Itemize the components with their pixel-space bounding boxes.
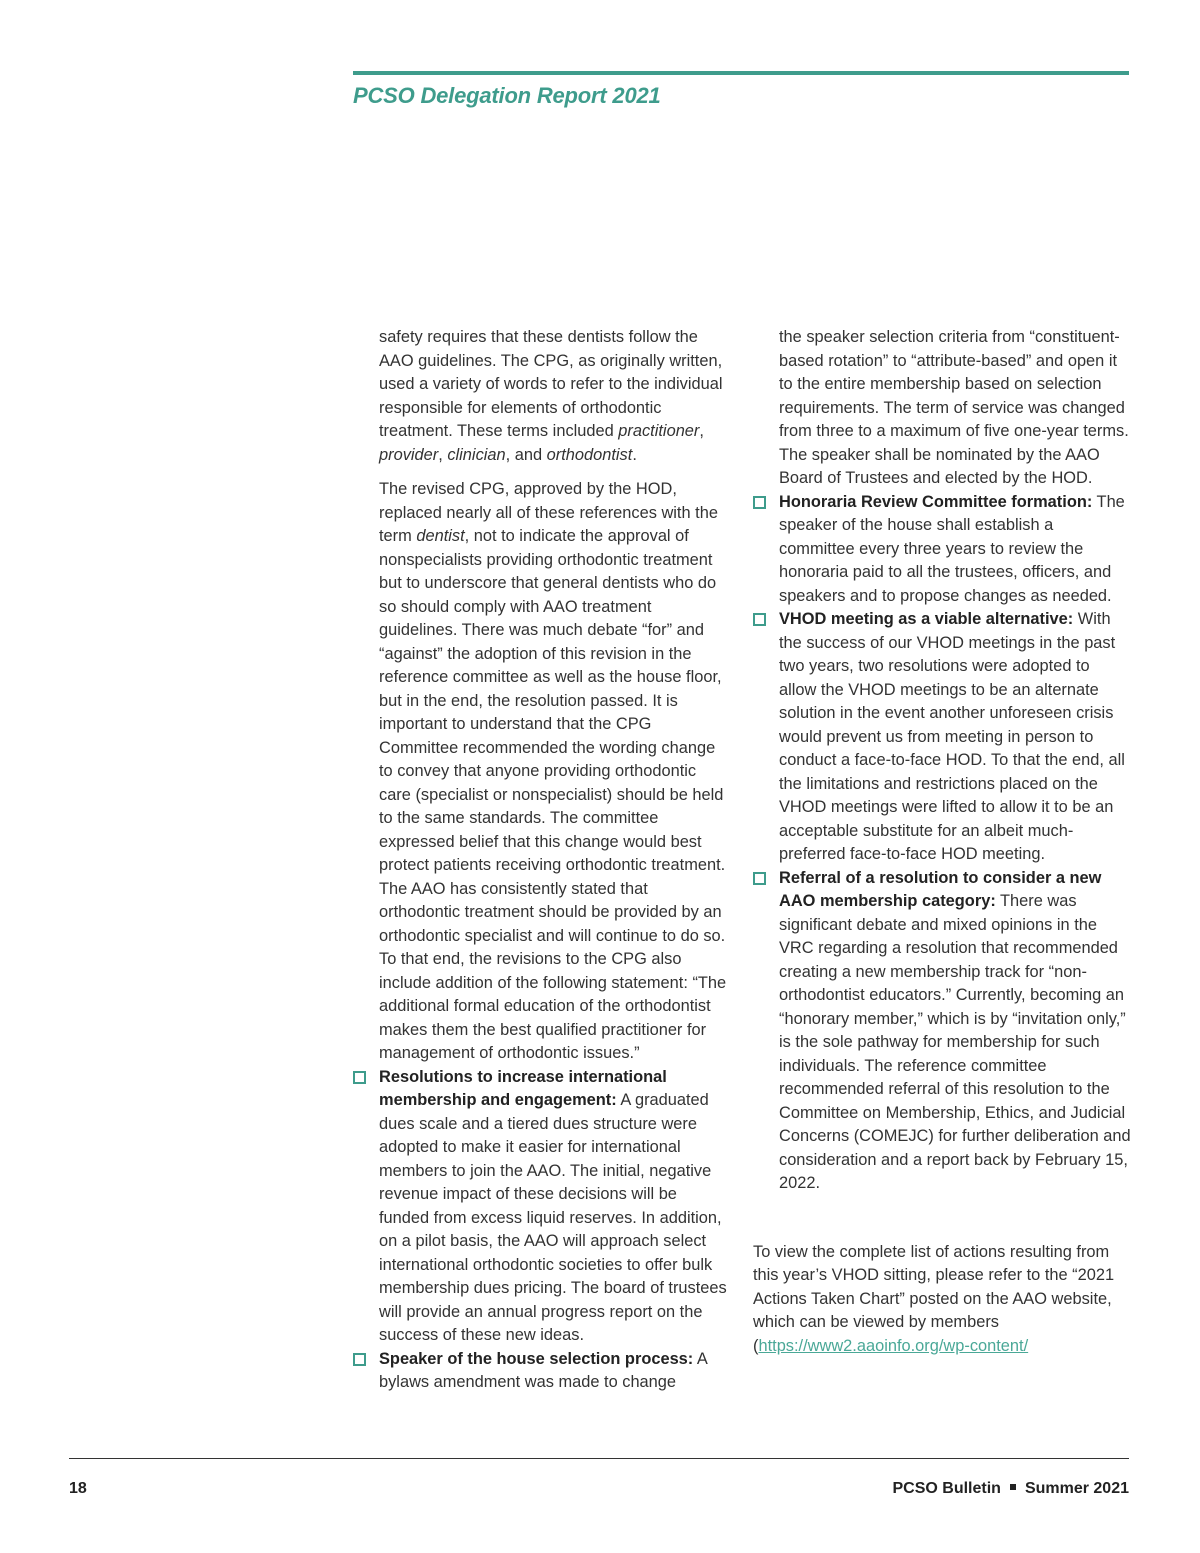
footer-rule: [69, 1458, 1129, 1459]
separator: ,: [699, 422, 704, 440]
square-bullet-icon: [753, 872, 766, 885]
separator: ,: [438, 445, 448, 464]
bullet-text: A graduated dues scale and a tiered dues structure were adopted to make it easier for international members to join the AAO. The initial, negative revenue impact of these decisions will be funded from excess liquid reserves. In addition, on a pilot basis, the AAO will approach select international orthodontic societies to offer bulk membership dues pricing. The board of trustees will provide an annual progress report on the success of these new ideas.: [379, 1091, 727, 1344]
paragraph-text: safety requires that these dentists follow the AAO guidelines. The CPG, as originally written, used a variety of words to refer to the individual responsible for elements of orthodontic treatment. These terms included: [379, 328, 723, 440]
bullet-text: There was significant debate and mixed opinions in the VRC regarding a resolution that recommended creating a new membership track for “non-orthodontist educators.” Currently, becoming an “honorary member,” which is by “invitation only,” is the sole pathway for membership for such individuals. The reference committee recommended referral of this resolution to the Committee on Membership, Ethics, and Judicial Concerns (COMEJC) for further deliberation and consideration and a report back by February 15, 2022.: [779, 892, 1131, 1192]
paragraph-text: The revised CPG, approved by the HOD, replaced nearly all of these references with the term: [379, 480, 718, 545]
header-rule: [353, 71, 1129, 75]
actions-chart-link[interactable]: https://www2.aaoinfo.org/wp-content/: [758, 1336, 1029, 1355]
term-practitioner: practitioner: [618, 422, 700, 440]
report-title: PCSO Delegation Report 2021: [353, 83, 661, 108]
left-column: [353, 326, 729, 1395]
paragraph-text: , not to indicate the approval of nonspecialists providing orthodontic treatment but to underscore that general dentists who do so should comply with AAO treatment guidelines. There was much debate “for” and “against” the adoption of this revision in the reference committee as well as the house floor, but in the end, the resolution passed. It is important to understand that the CPG Committee recommended the wording change to convey that anyone providing orthodontic care (specialist or nonspecialist) should be held to the same standards. The committee expressed belief that this change would best protect patients receiving orthodontic treatment. The AAO has consistently stated that orthodontic treatment should be provided by an orthodontic specialist and will continue to do so. To that end, the revisions to the CPG also include addition of the following statement: “The additional formal education of the orthodontist makes them the best qualified practitioner for management of orthodontic issues.”: [379, 527, 727, 1062]
term-orthodontist: orthodontist: [546, 445, 633, 464]
bullet-text: With the success of our VHOD meetings in the past two years, two resolutions were adopted to allow the VHOD meetings to be an alternate solution in the event another unforeseen crisis would prevent us from meeting in person to conduct a face-to-face HOD. To that the end, all the limitations and restrictions placed on the VHOD meetings were lifted to allow it to be an acceptable substitute for an albeit much-preferred face-to-face HOD meeting.: [779, 610, 1125, 863]
square-bullet-icon: [753, 613, 766, 626]
separator: .: [632, 445, 637, 464]
right-column: [753, 326, 1131, 1358]
term-dentist: dentist: [416, 527, 465, 545]
publication-name: PCSO Bulletin: [892, 1480, 1001, 1497]
speaker-selection-continuation: the speaker selection criteria from “constituent-based rotation” to “attribute-based” and open it to the entire membership based on selection requirements. The term of service was changed from three to a maximum of five one-year terms. The speaker shall be nominated by the AAO Board of Trustees and elected by the HOD.: [779, 328, 1129, 487]
bullet-text: A bylaws amendment was made to change: [379, 1349, 707, 1391]
bullet-heading: Speaker of the house selection process:: [379, 1349, 694, 1368]
bullet-heading: VHOD meeting as a viable alternative:: [779, 610, 1074, 628]
square-bullet-icon: [753, 496, 766, 509]
bullet-international-membership: [353, 1066, 729, 1348]
closing-text: To view the complete list of actions resulting from this year’s VHOD sitting, please refer to the “2021 Actions Taken Chart” posted on the AAO website, which can be viewed by members (: [753, 1242, 1115, 1355]
bullet-honoraria-committee: [753, 491, 1131, 609]
footer-publication: [892, 1480, 1129, 1498]
page-number: 18: [69, 1480, 87, 1497]
square-separator-icon: [1010, 1484, 1016, 1490]
bullet-heading: Resolutions to increase international membership and engagement:: [379, 1067, 667, 1109]
term-provider: provider: [379, 445, 439, 464]
issue-name: Summer 2021: [1024, 1480, 1129, 1497]
bullet-text: The speaker of the house shall establish a committee every three years to review the honoraria paid to all the trustees, officers, and speakers and to propose changes as needed.: [779, 492, 1125, 605]
term-clinician: clinician: [447, 445, 506, 464]
paragraph-cpg-terms: [379, 326, 729, 467]
bullet-speaker-selection: [353, 1348, 729, 1395]
bullet-heading: Referral of a resolution to consider a new AAO membership category:: [779, 868, 1102, 910]
bullet-heading: Honoraria Review Committee formation:: [779, 492, 1093, 511]
closing-paragraph: [753, 1241, 1131, 1359]
square-bullet-icon: [353, 1071, 366, 1084]
separator: , and: [505, 445, 547, 464]
bullet-vhod-alternative: [753, 608, 1131, 867]
square-bullet-icon: [353, 1353, 366, 1366]
paragraph-revised-cpg: [379, 478, 729, 1066]
bullet-membership-category: [753, 867, 1131, 1196]
